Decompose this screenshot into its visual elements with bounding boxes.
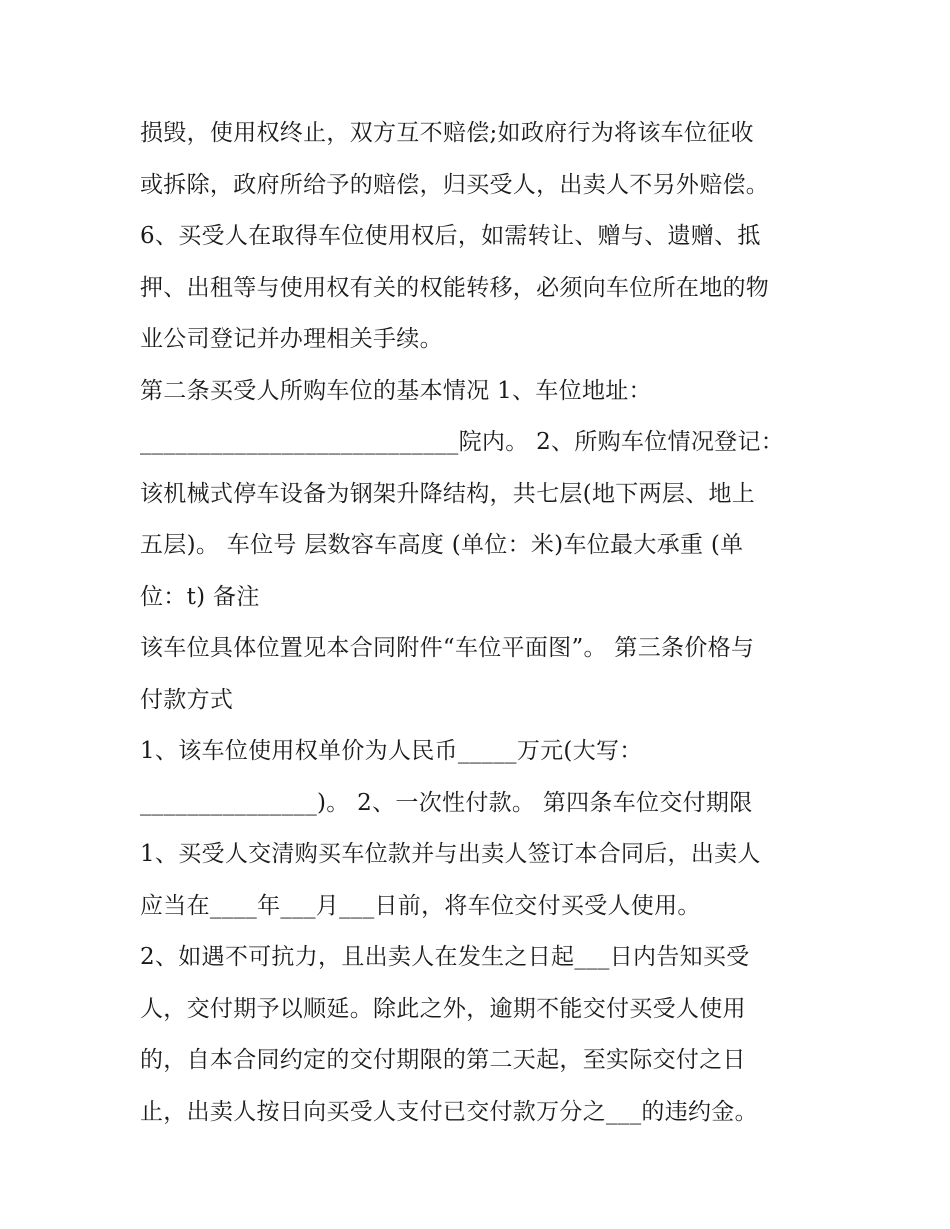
text-line-10: 位：t) 备注 bbox=[140, 583, 260, 610]
contract-text-block bbox=[140, 108, 840, 1138]
text-line-14: _______________)。 2、一次性付款。 第四条车位交付期限 bbox=[140, 789, 753, 816]
text-line-11: 该车位具体位置见本合同附件“车位平面图”。 第三条价格与 bbox=[140, 635, 755, 661]
text-line-15: 1、买受人交清购买车位款并与出卖人签订本合同后，出卖人 bbox=[140, 841, 761, 867]
text-line-16: 应当在____年___月___日前，将车位交付买受人使用。 bbox=[140, 892, 701, 919]
text-line-3: 6、买受人在取得车位使用权后，如需转让、赠与、遗赠、抵 bbox=[140, 223, 761, 249]
text-line-13: 1、该车位使用权单价为人民币_____万元(大写： bbox=[140, 738, 643, 764]
text-line-4: 押、出租等与使用权有关的权能转移，必须向车位所在地的物 bbox=[140, 274, 770, 301]
text-line-12: 付款方式 bbox=[140, 686, 234, 713]
text-line-19: 的，自本合同约定的交付期限的第二天起，至实际交付之日 bbox=[140, 1047, 746, 1073]
text-line-5: 业公司登记并办理相关手续。 bbox=[140, 326, 443, 352]
text-line-17: 2、如遇不可抗力，且出卖人在发生之日起___日内告知买受 bbox=[140, 944, 750, 970]
text-line-6: 第二条买受人所购车位的基本情况 1、车位地址： bbox=[140, 377, 652, 404]
text-line-7: ___________________________院内。 2、所购车位情况登记： bbox=[140, 429, 785, 455]
text-line-8: 该机械式停车设备为钢架升降结构，共七层(地下两层、地上 bbox=[140, 480, 756, 507]
text-line-1: 损毁，使用权终止，双方互不赔偿;如政府行为将该车位征收 bbox=[140, 120, 754, 146]
text-line-20: 止，出卖人按日向买受人支付已交付款万分之___的违约金。 bbox=[140, 1098, 758, 1125]
text-line-18: 人，交付期予以顺延。除此之外，逾期不能交付买受人使用 bbox=[140, 995, 746, 1022]
text-line-9: 五层)。 车位号 层数容车高度 (单位：米)车位最大承重 (单 bbox=[140, 532, 744, 558]
text-line-2: 或拆除，政府所给予的赔偿，归买受人，出卖人不另外赔偿。 bbox=[140, 171, 770, 198]
